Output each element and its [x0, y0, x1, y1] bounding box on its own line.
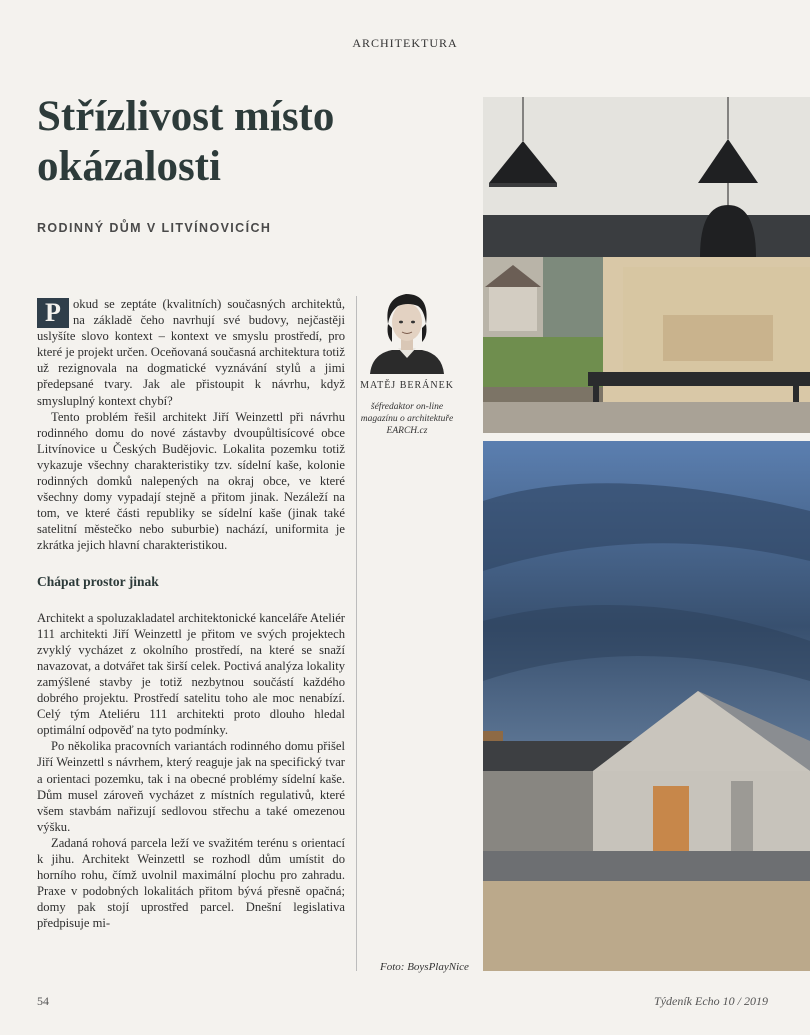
paragraph-1-text: okud se zeptáte (kvalitních) současných architektů, na základě čeho navrhují své budovy, nejčastěji uslyšíte slovo kontext – kontext ve smyslu prostředí, pro které je projekt určen. Oceňovaná současná architektura totiž už rezignovala na dogmatické vyznávání stylů a jimi předepsané tvary. Jak ale přistoupit k návrhu, když smysluplný kontext chybí?: [37, 297, 345, 408]
author-portrait: [362, 284, 452, 374]
exterior-photo: [483, 441, 810, 971]
interior-photo: [483, 97, 810, 433]
section-label: ARCHITEKTURA: [352, 36, 458, 50]
magazine-issue: Týdeník Echo 10 / 2019: [654, 994, 768, 1008]
drop-cap: P: [37, 298, 69, 328]
author-role-line-1: šéfredaktor on-line: [370, 402, 444, 412]
author-role: [352, 401, 462, 437]
paragraph-2: Tento problém řešil architekt Jiří Weinzettl při návrhu rodinného domu do nové zástavby dvoupůltisícové obce Litvínovice u Českých Budějovic. Lokalita pozemku totiž vykazuje všechny charakteristiky tzv. sídelní kaše, kolonie rodinných domků nalepených na okraj obce, ve které všechny domy vypadají stejně a přitom jinak. Nezáleží na tom, ve které části republiky se sídelní kaše (jinak také satelitní městečko nebo suburbie) nachází, uniformita je zkrátka jejich hlavní charakteristikou.: [37, 409, 345, 553]
article-subtitle: RODINNÝ DŮM V LITVÍNOVICÍCH: [37, 221, 272, 235]
paragraph-5: Zadaná rohová parcela leží ve svažitém terénu s orientací k jihu. Architekt Weinzettl se rozhodl dům umístit do horního rohu, čímž uvolnil maximální plochu pro zahradu. Praxe v podobných lokalitách přitom bývá přesně opačná; domy pak stojí uprostřed parcel. Dnešní legislativa předpisuje mi-: [37, 835, 345, 931]
paragraph-4: Po několika pracovních variantách rodinného domu přišel Jiří Weinzettl s návrhem, který reaguje jak na specifický tvar a orientaci pozemku, tak i na obecné problémy sídelní kaše. Dům musel zároveň vycházet z místních regulativů, které všem stavbám nařizují sedlovou střechu a také omezenou výšku.: [37, 739, 345, 834]
photo-credit: Foto: BoysPlayNice: [380, 961, 469, 973]
author-box: [352, 284, 462, 437]
page-number: 54: [37, 994, 49, 1008]
author-role-line-2: magazínu o architektuře: [360, 414, 454, 424]
paragraph-1: [37, 296, 345, 409]
article-body: [37, 296, 345, 931]
author-name: MATĚJ BERÁNEK: [360, 380, 454, 391]
paragraph-3: Architekt a spoluzakladatel architektonické kanceláře Ateliér 111 architekti Jiří Weinzettl je přitom ve svých projektech zvyklý vycházet z okolního prostředí, na které se snaží navazovat, a dotvářet tak širší celek. Poctivá analýza lokality zamýšlené stavby je totiž nezbytnou součástí každého dobrého projektu. Prostředí satelitu toho ale moc nenabízí. Celý tým Ateliéru 111 architekti proto dlouho hledal optimální odpověď na tyto podmínky.: [37, 610, 345, 738]
section-heading: Chápat prostor jinak: [37, 573, 159, 589]
article-title: Střízlivost místo okázalosti: [37, 93, 335, 190]
author-role-line-3: EARCH.cz: [386, 426, 428, 436]
